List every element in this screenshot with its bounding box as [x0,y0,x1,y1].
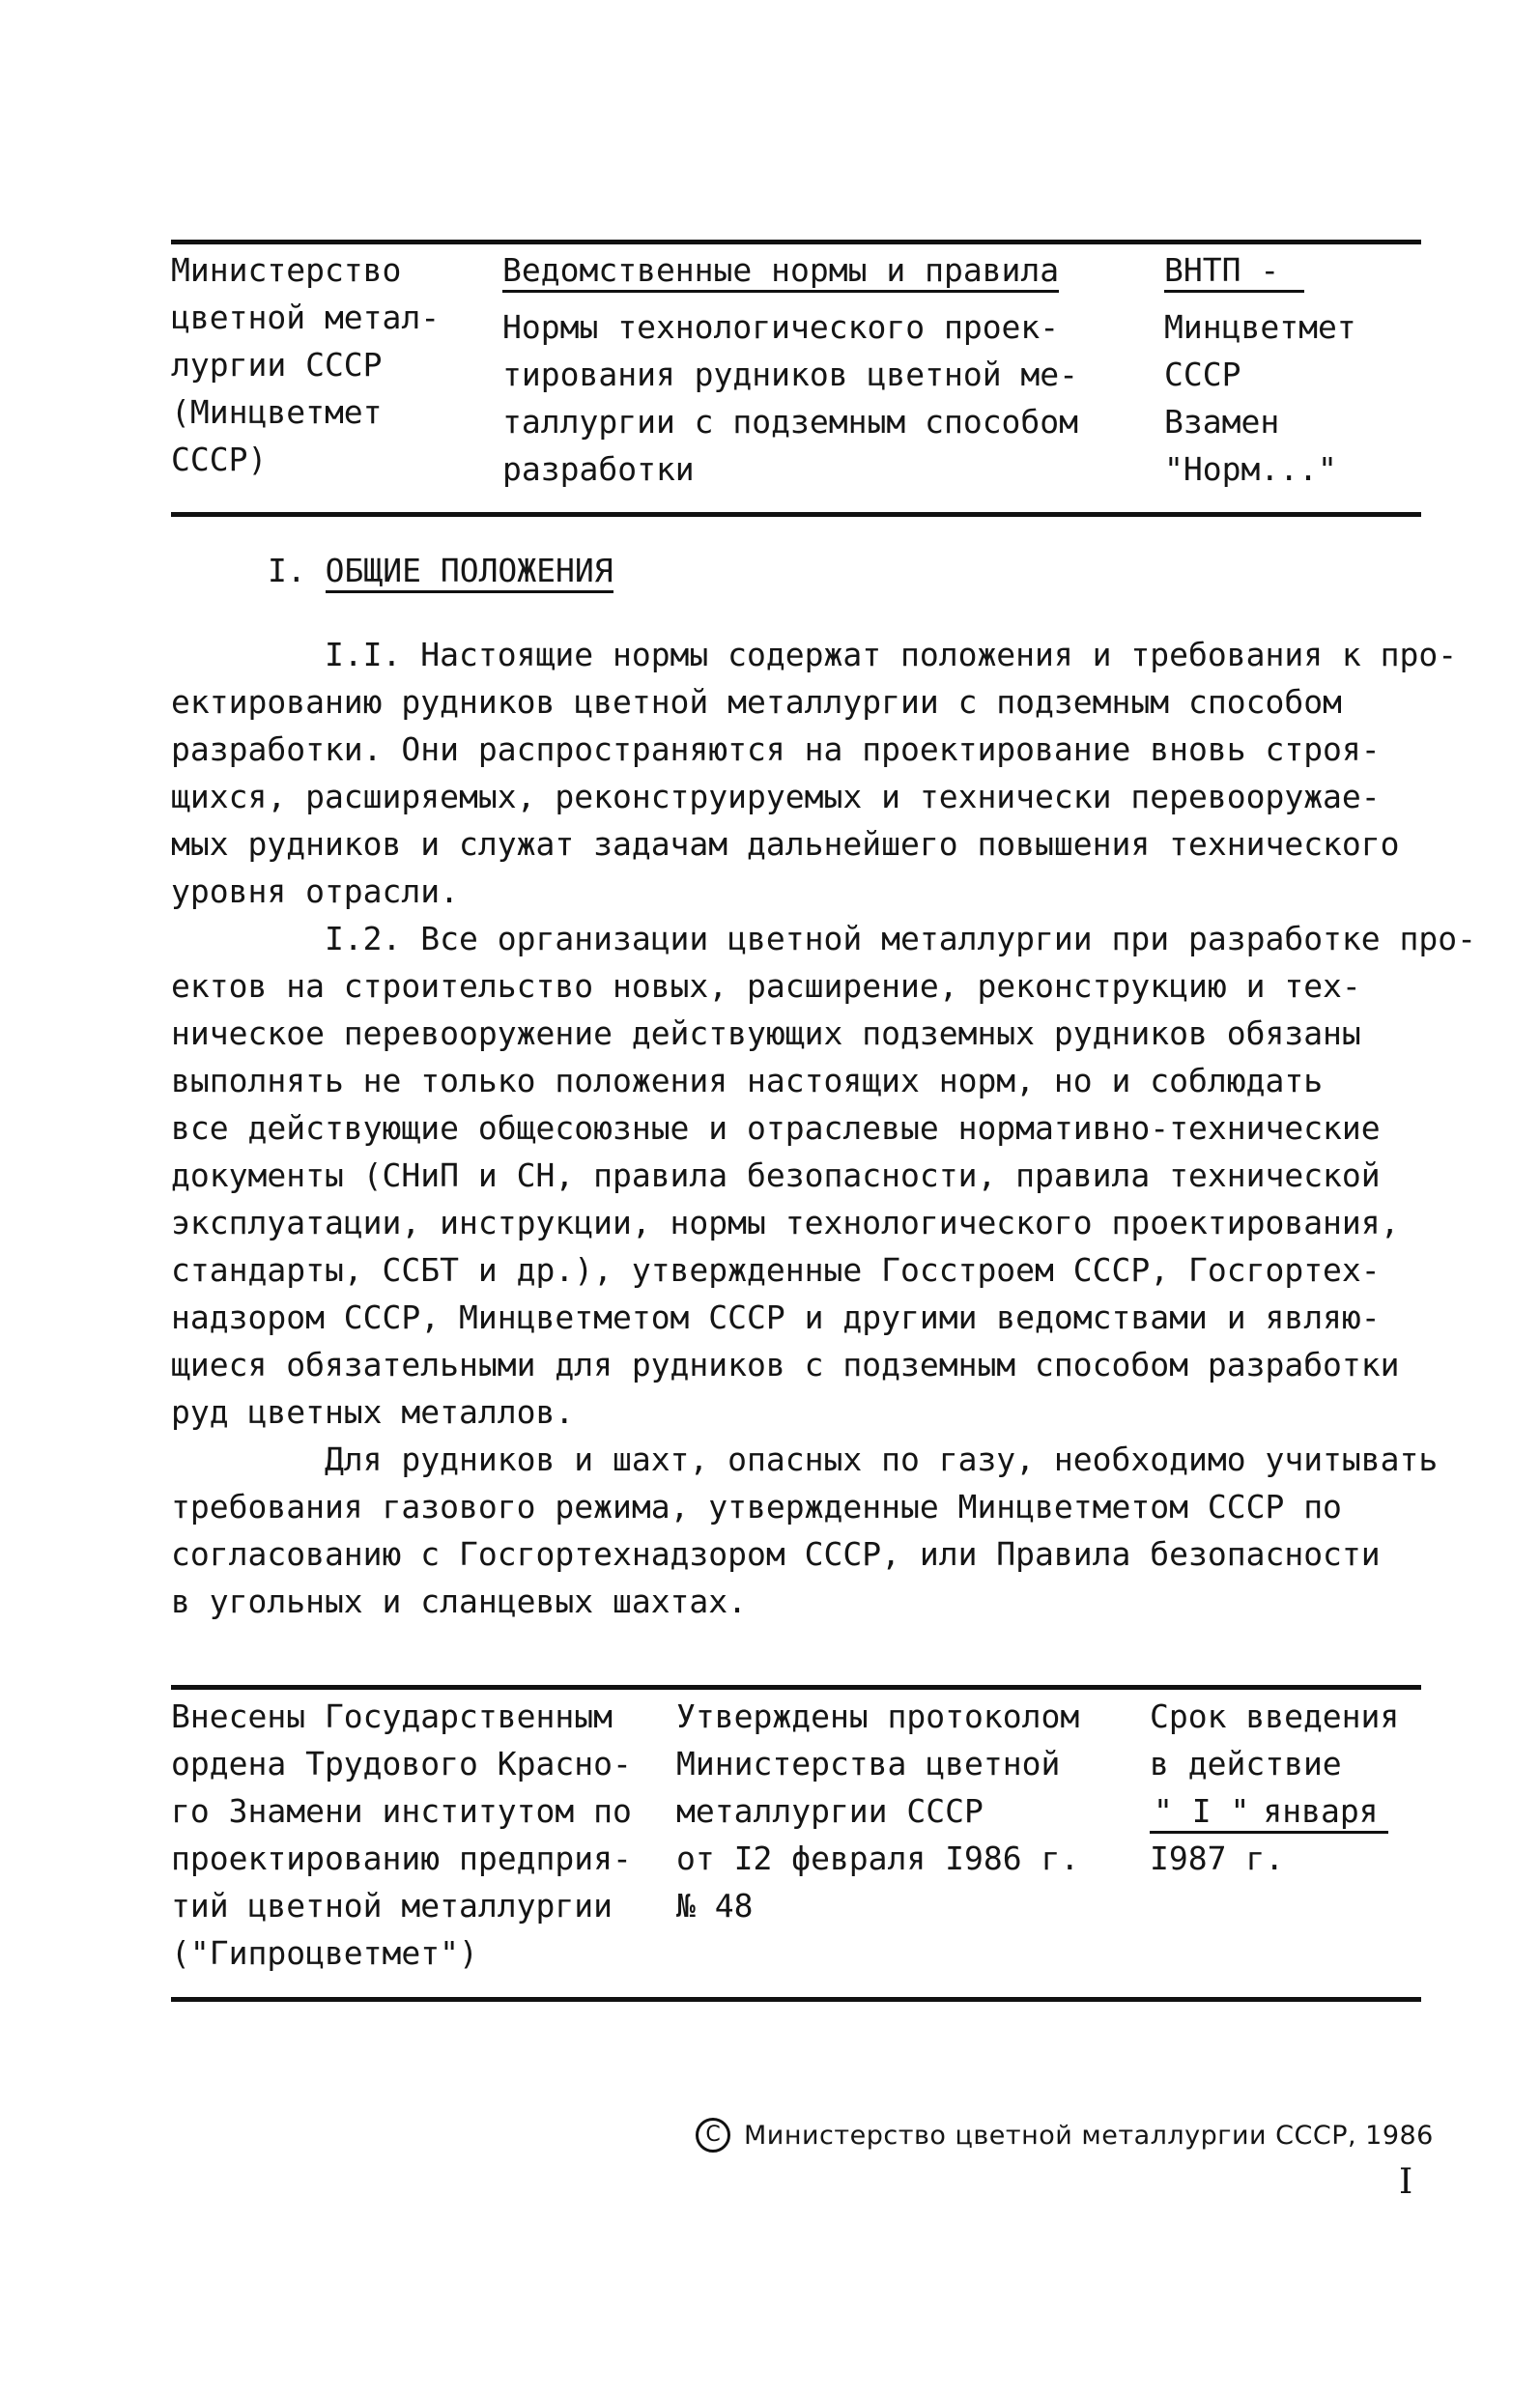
text-line: согласованию с Госгортехнадзором СССР, или Правила безопасности [171,1535,1381,1573]
effective-month: января [1253,1792,1387,1834]
footer-bottom-rule [171,1997,1421,2002]
footer-line: тий цветной металлургии [171,1887,613,1925]
footer-line: го Знамени институтом по [171,1792,632,1830]
footer-line: Срок введения [1150,1697,1400,1735]
effective-day: " I " [1150,1792,1253,1834]
text-line: стандарты, ССБТ и др.), утвержденные Госстроем СССР, Госгортех- [171,1251,1381,1289]
copyright-line [696,2111,1434,2159]
text-line: требования газового режима, утвержденные Минцветметом СССР по [171,1488,1342,1526]
text-line: I.2. Все организации цветной металлургии при разработке про- [171,920,1477,957]
section-title: ОБЩИЕ ПОЛОЖЕНИЯ [326,552,613,593]
footer-line: металлургии СССР [676,1792,984,1830]
paragraph-1-2 [171,915,1477,1436]
text-line: выполнять не только положения настоящих норм, но и соблюдать [171,1062,1324,1099]
copyright-icon: C [696,2118,730,2153]
paragraph-1-1 [171,631,1458,915]
paragraph-gas-mines [171,1436,1439,1625]
header-issuer-line: цветной метал- [171,299,441,336]
header-title-line: Нормы технологического проек- [502,308,1060,346]
header-issuer-line: СССР) [171,441,268,478]
text-line: Для рудников и шахт, опасных по газу, необходимо учитывать [171,1440,1439,1478]
footer-line: ("Гипроцветмет") [171,1934,478,1972]
text-line: ектированию рудников цветной металлургии с подземным способом [171,683,1342,721]
header-top-rule [171,240,1421,244]
text-line: разработки. Они распространяются на проектирование вновь строя- [171,730,1381,768]
header-title-line: тирования рудников цветной ме- [502,356,1079,393]
header-issuer-line: лургии СССР [171,346,383,384]
header-document-title [502,246,1121,493]
effective-year: I987 г. [1150,1840,1285,1877]
footer-line: ордена Трудового Красно- [171,1745,632,1783]
footer-line: Утверждены протоколом [676,1697,1080,1735]
header-issuer-line: (Минцветмет [171,393,383,431]
section-heading [268,547,613,594]
header-code-line: Минцветмет [1164,308,1356,346]
text-line: щиеся обязательными для рудников с подземным способом разработки [171,1346,1400,1383]
header-issuer [171,246,490,483]
copyright-text: Министерство цветной металлургии СССР, 1986 [744,2120,1434,2151]
footer-approved-by [676,1693,1130,1929]
header-title-line: разработки [502,450,695,488]
header-norms-title: Ведомственные нормы и правила [502,251,1059,293]
text-line: ническое перевооружение действующих подземных рудников обязаны [171,1014,1361,1052]
text-line: в угольных и сланцевых шахтах. [171,1583,748,1620]
text-line: ектов на строительство новых, расширение, реконструкцию и тех- [171,967,1361,1005]
text-line: эксплуатации, инструкции, нормы технологического проектирования, [171,1204,1400,1241]
header-code: ВНТП - [1164,251,1304,293]
footer-line: от I2 февраля I986 г. [676,1840,1080,1877]
text-line: документы (СНиП и СН, правила безопасности, правила технической [171,1156,1381,1194]
header-code-line: СССР [1164,356,1241,393]
text-line: руд цветных металлов. [171,1393,575,1431]
text-line: I.I. Настоящие нормы содержат положения и требования к про- [171,636,1458,673]
text-line: мых рудников и служат задачам дальнейшего повышения технического [171,825,1400,863]
effective-date [1150,1787,1430,1835]
header-code-line: Взамен [1164,403,1280,441]
footer-top-rule [171,1685,1421,1690]
section-number: I. [268,552,306,589]
text-line: надзором СССР, Минцветметом СССР и другими ведомствами и являю- [171,1298,1381,1336]
header-issuer-line: Министерство [171,251,402,289]
footer-effective-date [1150,1693,1430,1882]
header-title-line: таллургии с подземным способом [502,403,1079,441]
footer-line: № 48 [676,1887,754,1925]
footer-line: Внесены Государственным [171,1697,613,1735]
footer-line: проектированию предприя- [171,1840,632,1877]
header-bottom-rule [171,512,1421,517]
main-text [171,631,1477,1625]
footer-line: в действие [1150,1745,1342,1783]
footer-line: Министерства цветной [676,1745,1061,1783]
text-line: все действующие общесоюзные и отраслевые нормативно-технические [171,1109,1381,1147]
text-line: щихся, расширяемых, реконструируемых и технически перевооружае- [171,778,1381,815]
footer-introduced-by [171,1693,654,1977]
header-code-line: "Норм..." [1164,450,1337,488]
header-document-code [1164,246,1425,493]
text-line: уровня отрасли. [171,872,460,910]
page-number: I [1399,2162,1413,2202]
